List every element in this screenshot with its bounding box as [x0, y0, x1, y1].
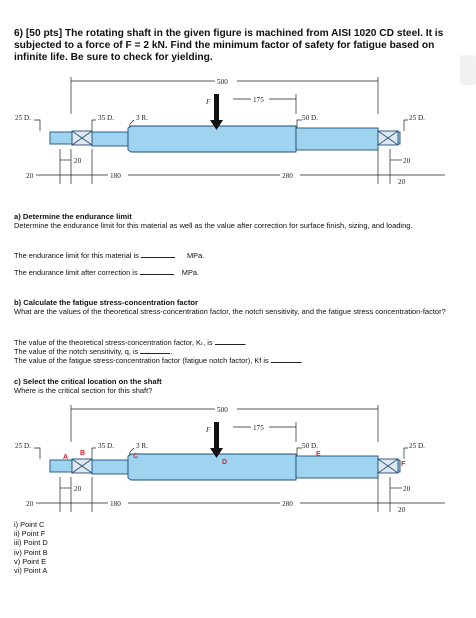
scrollbar-thumb[interactable] [460, 55, 476, 85]
kf-input[interactable] [271, 355, 301, 363]
dim-20-bottom-left: 20 [26, 172, 34, 180]
point-f-label: F [401, 461, 406, 468]
dim-175: 175 [253, 96, 264, 104]
dim-25d-right: 25 D. [409, 442, 425, 450]
dim-180: 180 [110, 172, 121, 180]
kt-input[interactable] [215, 337, 245, 345]
option-item[interactable]: vi) Point A [14, 566, 48, 576]
force-label: F [206, 426, 211, 434]
dim-20-bottom-right: 20 [398, 506, 406, 514]
corrected-limit-unit: MPa. [181, 268, 200, 277]
dim-20-left: 20 [74, 485, 82, 493]
part-a-title: a) Determine the endurance limit [14, 212, 132, 221]
part-b-title: b) Calculate the fatigue stress-concentration factor [14, 298, 198, 307]
dim-500: 500 [217, 406, 228, 414]
endurance-limit-input[interactable] [141, 250, 175, 258]
corrected-limit-label: The endurance limit after correction is [14, 268, 138, 277]
dim-20-bottom-left: 20 [26, 500, 34, 508]
endurance-limit-unit: MPa. [187, 251, 205, 260]
dim-50d: 50 D. [302, 114, 318, 122]
dim-20-right: 20 [403, 157, 411, 165]
part-b-text: What are the values of the theoretical stress-concentration factor, the notch sensitivity, and the fatigue stress concentration-factor? [14, 307, 446, 316]
dim-25d-left: 25 D. [15, 442, 31, 450]
part-a-text: Determine the endurance limit for this material as well as the value after correction for surface finish, sizing, and loading. [14, 221, 413, 230]
point-d-label: D [222, 459, 228, 466]
kt-label: The value of the theoretical stress-concentration factor, Kₜ, is [14, 338, 213, 347]
option-item[interactable]: v) Point E [14, 556, 47, 566]
part-c-text: Where is the critical section for this shaft? [14, 386, 153, 395]
shaft-figure-2 [10, 402, 466, 518]
q-period: . [170, 347, 173, 356]
dim-20-bottom-right: 20 [398, 178, 406, 186]
dim-180: 180 [110, 500, 121, 508]
part-a-line-2 [14, 267, 199, 277]
dim-25d-left: 25 D. [15, 114, 31, 122]
dim-3r: 3 R. [136, 114, 148, 122]
q-input[interactable] [140, 346, 173, 356]
point-c-label: C [133, 453, 139, 460]
part-b-line-3 [14, 355, 303, 365]
critical-location-options [14, 520, 48, 575]
point-b-label: B [80, 450, 86, 457]
option-item[interactable]: ii) Point F [14, 529, 46, 539]
dim-35d: 35 D. [98, 442, 114, 450]
q-label: The value of the notch sensitivity, q, is [14, 347, 139, 356]
dim-175: 175 [253, 424, 264, 432]
question-title: 6) [50 pts] The rotating shaft in the given figure is machined from AISI 1020 CD steel. It is subjected to a force of F = 2 kN. Find the minimum factor of safety for fatigue based on infinite life. Be sure to check for yielding. [14, 28, 444, 64]
endurance-limit-label: The endurance limit for this material is [14, 251, 139, 260]
dim-50d: 50 D. [302, 442, 318, 450]
dim-500: 500 [217, 78, 228, 86]
dim-25d-right: 25 D. [409, 114, 425, 122]
dim-20-right: 20 [403, 485, 411, 493]
kf-period: . [300, 356, 303, 365]
option-item[interactable]: iv) Point B [14, 547, 48, 557]
option-item[interactable]: i) Point C [14, 520, 45, 529]
point-e-label: E [316, 451, 321, 458]
kt-period: . [244, 338, 247, 347]
dim-280: 280 [282, 172, 293, 180]
force-label: F [206, 98, 211, 106]
corrected-limit-input[interactable] [140, 267, 174, 275]
part-c-title: c) Select the critical location on the shaft [14, 377, 162, 386]
kf-label: The value of the fatigue stress-concentration factor (fatigue notch factor), Kf is [14, 356, 269, 365]
dim-3r: 3 R. [136, 442, 148, 450]
dim-280: 280 [282, 500, 293, 508]
point-a-label: A [63, 454, 69, 461]
part-a-line-1 [14, 250, 204, 260]
dim-35d: 35 D. [98, 114, 114, 122]
option-item[interactable]: iii) Point D [14, 538, 48, 548]
dim-20-left: 20 [74, 157, 82, 165]
shaft-figure-1 [10, 74, 466, 190]
